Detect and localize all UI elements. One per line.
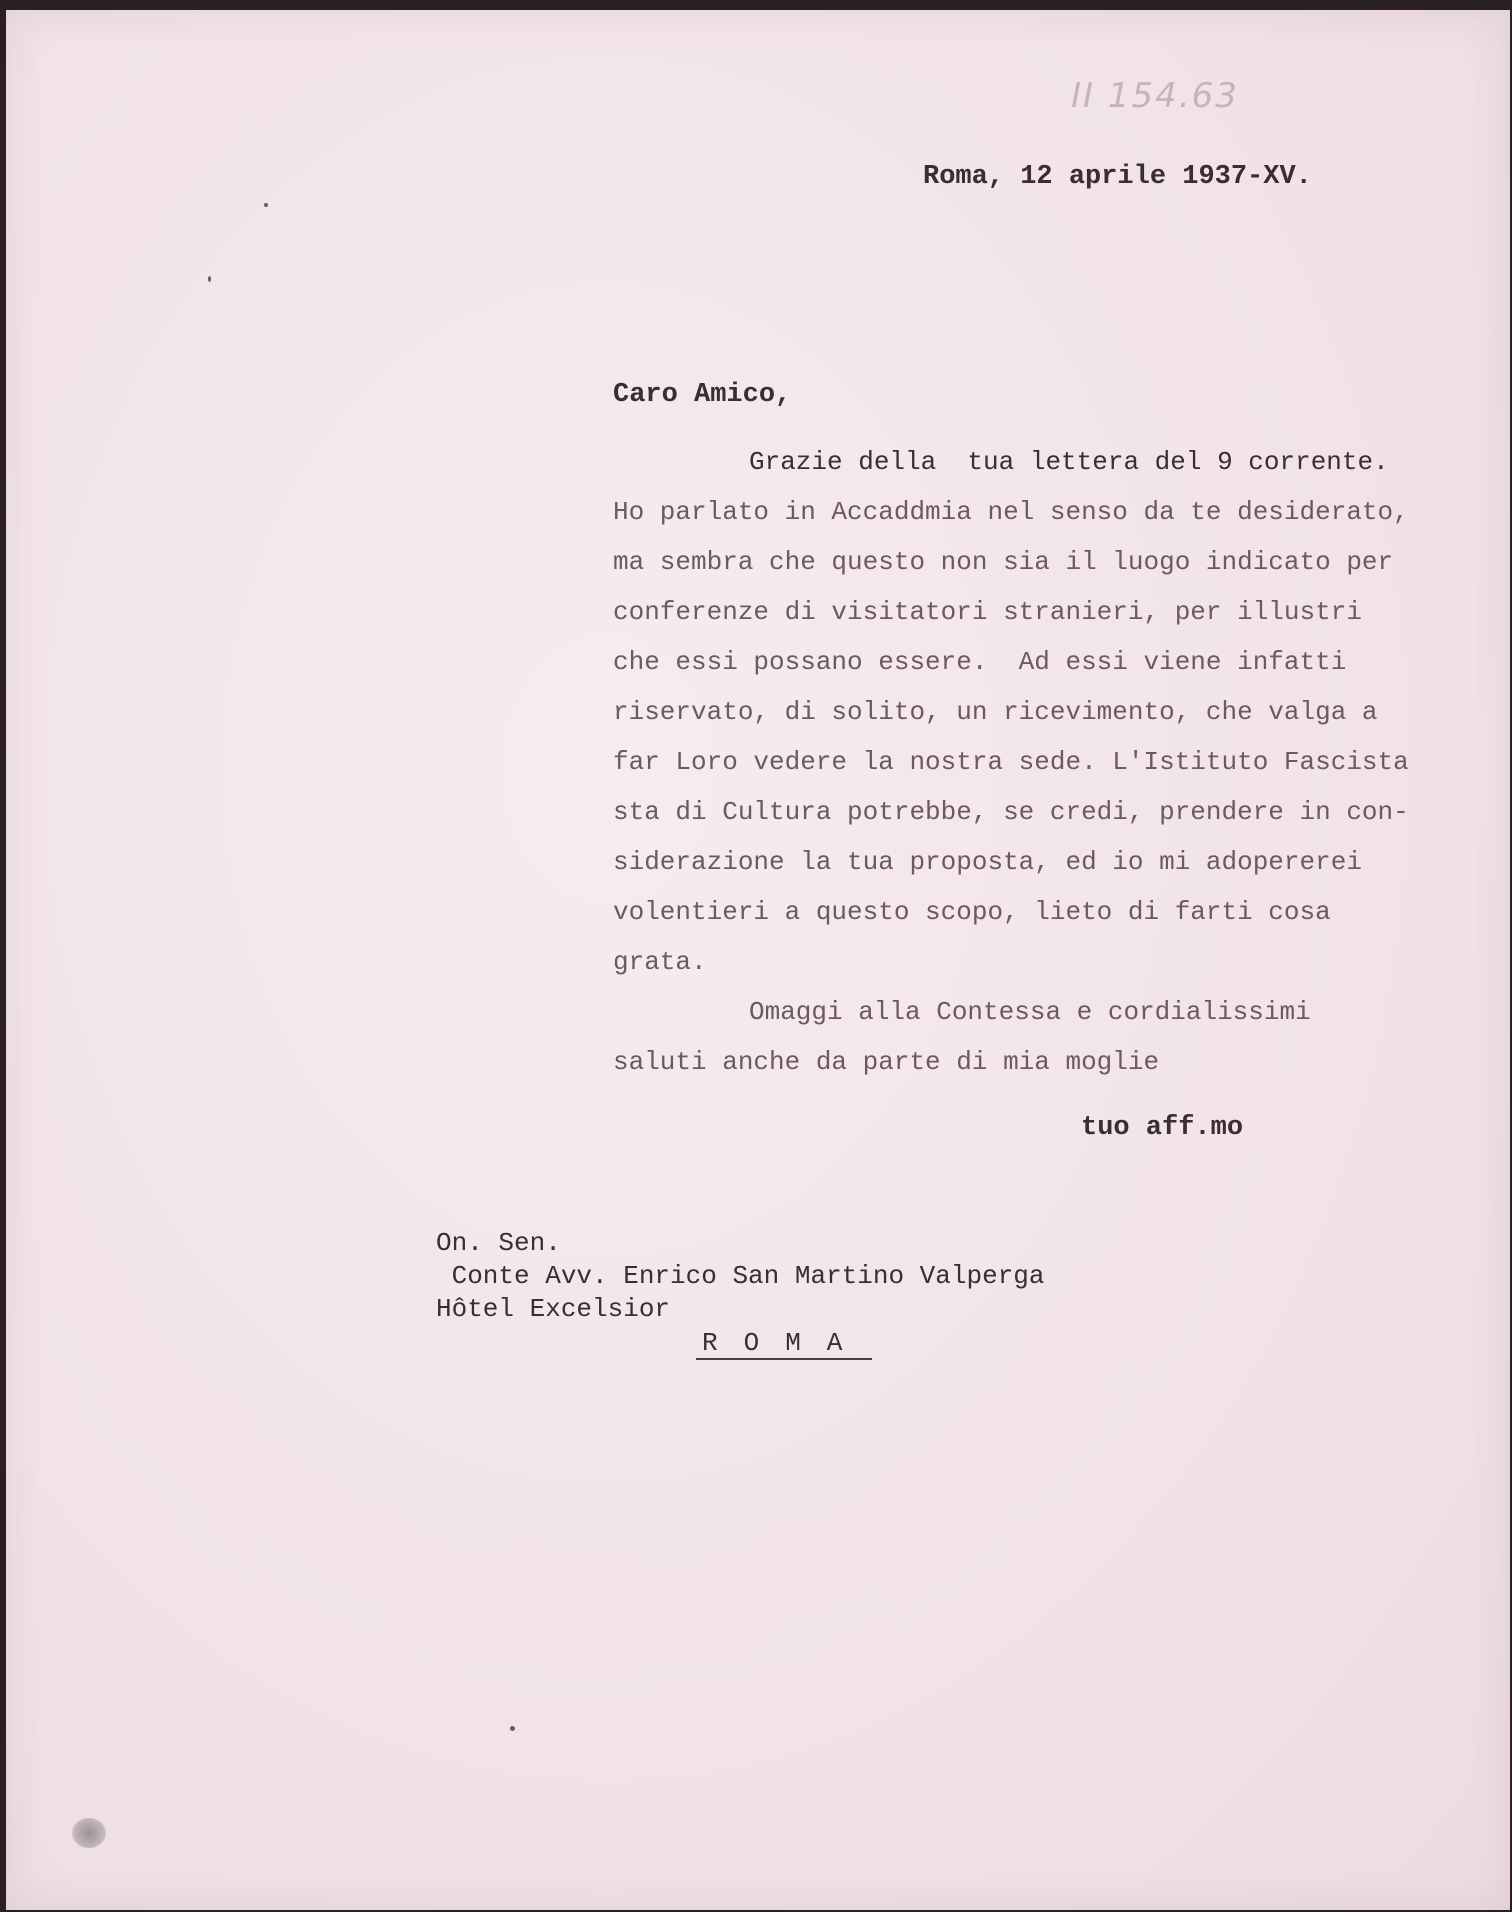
body-line: volentieri a questo scopo, lieto di farti cosa — [613, 897, 1331, 927]
body-line: sta di Cultura potrebbe, se credi, prendere in con- — [613, 797, 1409, 827]
paper-stain — [72, 1818, 106, 1848]
archive-number: II 154.63 — [1071, 76, 1239, 116]
body-line: conferenze di visitatori stranieri, per illustri — [613, 597, 1362, 627]
address-city: ROMA — [696, 1328, 872, 1360]
address-line: Conte Avv. Enrico San Martino Valperga — [436, 1261, 1045, 1291]
body-line: grata. — [613, 947, 707, 977]
paper-speck — [208, 276, 211, 282]
salutation: Caro Amico, — [613, 380, 792, 410]
body-line: Omaggi alla Contessa e cordialissimi — [749, 997, 1311, 1027]
body-line: siderazione la tua proposta, ed io mi adopererei — [613, 847, 1362, 877]
paper-speck — [510, 1726, 515, 1731]
paper-speck — [264, 203, 268, 207]
body-line: Ho parlato in Accaddmia nel senso da te desiderato, — [613, 497, 1409, 527]
body-line: riservato, di solito, un ricevimento, che valga a — [613, 697, 1378, 727]
body-line: far Loro vedere la nostra sede. L'Istituto Fascista — [613, 747, 1409, 777]
letter-sheet — [6, 10, 1510, 1910]
address-line: On. Sen. — [436, 1228, 561, 1258]
body-line: saluti anche da parte di mia moglie — [613, 1047, 1160, 1077]
closing: tuo aff.mo — [1081, 1113, 1244, 1143]
address-line: Hôtel Excelsior — [436, 1294, 671, 1324]
body-line: Grazie della tua lettera del 9 corrente. — [749, 447, 1389, 477]
body-line: ma sembra che questo non sia il luogo indicato per — [613, 547, 1394, 577]
body-line: che essi possano essere. Ad essi viene infatti — [613, 647, 1347, 677]
date-line: Roma, 12 aprile 1937-XV. — [923, 162, 1312, 192]
